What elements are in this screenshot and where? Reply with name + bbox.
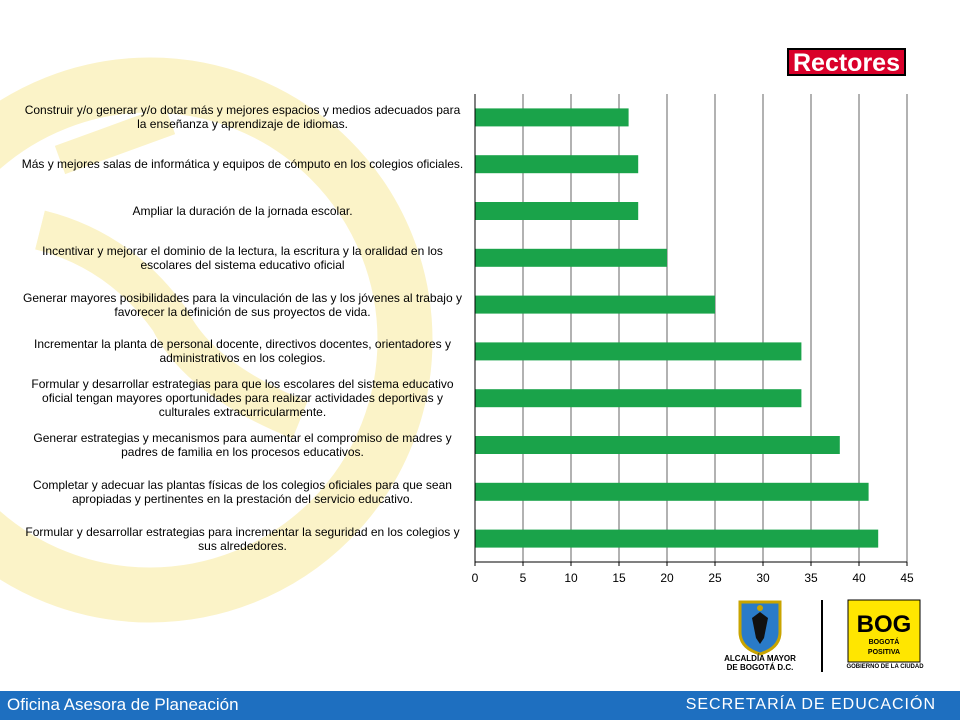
alcaldia-text: [712, 654, 808, 672]
bar: [475, 342, 801, 360]
bar: [475, 389, 801, 407]
x-tick-labels: [472, 562, 914, 585]
alcaldia-line-2: DE BOGOTÁ D.C.: [726, 663, 794, 672]
bar: [475, 483, 869, 501]
bar: [475, 249, 667, 267]
x-tick-label: 5: [519, 571, 527, 585]
x-tick-label: 15: [612, 571, 626, 585]
category-label: Formular y desarrollar estrategias para que los escolares del sistema educativo oficial tengan mayores oportunidades para realizar actividades deportivas y culturales extracurricularmente.: [31, 377, 454, 420]
footer-bar: [0, 691, 960, 720]
x-tick-label: 30: [756, 571, 770, 585]
x-tick-label: 10: [564, 571, 578, 585]
x-tick-label: 40: [852, 571, 866, 585]
x-tick-label: 35: [804, 571, 818, 585]
chart-title: Rectores: [789, 50, 904, 74]
category-label: Ampliar la duración de la jornada escolar.: [132, 204, 353, 218]
x-tick-label: 25: [708, 571, 722, 585]
x-tick-label: 0: [471, 571, 479, 585]
bars: [475, 108, 878, 547]
footer-secretaria-label: SECRETARÍA DE EDUCACIÓN: [685, 696, 936, 713]
logos: [712, 598, 932, 678]
footer-office-label: Oficina Asesora de Planeación: [7, 695, 239, 714]
category-label: Construir y/o generar y/o dotar más y mejores espacios y medios adecuados para la enseñanza y aprendizaje de idiomas.: [24, 103, 461, 132]
bar: [475, 296, 715, 314]
bar: [475, 108, 629, 126]
bar: [475, 155, 638, 173]
bog-logo-text: BOG: [856, 611, 912, 638]
chart-title-box: [785, 46, 908, 78]
bog-subtext-1: BOGOTÁ: [868, 639, 900, 646]
x-tick-label: 20: [660, 571, 674, 585]
category-label: Completar y adecuar las plantas físicas de los colegios oficiales para que sean apropiadas y pertinentes en la prestación del servicio educativo.: [33, 477, 452, 506]
category-label: Formular y desarrollar estrategias para incrementar la seguridad en los colegios y sus alrededores.: [25, 524, 460, 553]
bar: [475, 436, 840, 454]
category-label: Más y mejores salas de informática y equipos de cómputo en los colegios oficiales.: [21, 157, 464, 172]
bar: [475, 202, 638, 220]
category-label: Generar estrategias y mecanismos para aumentar el compromiso de madres y padres de familia en los procesos educativos.: [33, 431, 452, 459]
bog-subtext-2: POSITIVA: [867, 649, 901, 656]
category-label: Incentivar y mejorar el dominio de la lectura, la escritura y la oralidad en los escolares del sistema educativo oficial: [42, 243, 443, 272]
x-tick-label: 45: [900, 571, 914, 585]
bar: [475, 530, 878, 548]
alcaldia-line-1: ALCALDÍA MAYOR: [724, 654, 796, 663]
category-label: Incrementar la planta de personal docente, directivos docentes, orientadores y administrativos en los colegios.: [34, 337, 451, 366]
bog-caption: GOBIERNO DE LA CIUDAD: [846, 664, 924, 670]
category-label: Generar mayores posibilidades para la vinculación de las y los jóvenes al trabajo y favorecer la definición de sus proyectos de vida.: [23, 290, 462, 319]
